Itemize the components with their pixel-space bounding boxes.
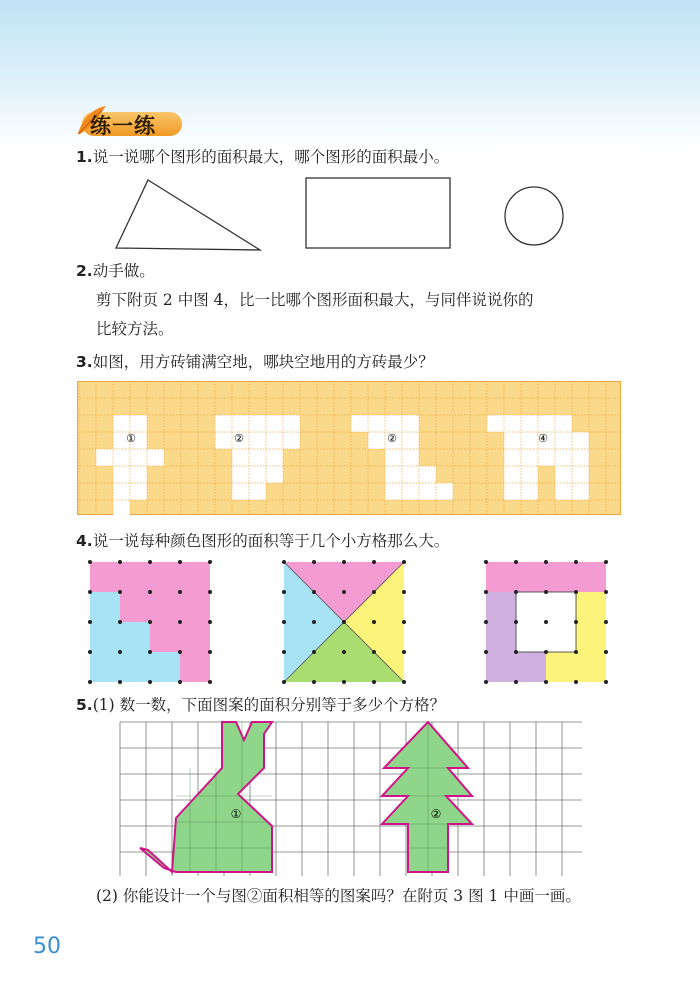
q3-tile-grid — [77, 381, 621, 515]
page-number: 50 — [33, 934, 61, 959]
q3-label-3: ② — [387, 432, 397, 445]
question-2-line-1: 剪下附页 2 中图 4，比一比哪个图形面积最大，与同伴说说你的 — [96, 291, 534, 309]
question-3 — [76, 351, 434, 373]
question-3-text: 如图，用方砖铺满空地，哪块空地用的方砖最少？ — [92, 353, 434, 371]
question-2 — [76, 260, 155, 282]
question-4 — [76, 530, 449, 552]
q4-figure-3 — [484, 560, 608, 684]
q5-label-2: ② — [430, 807, 442, 821]
section-title: 练一练 — [90, 114, 156, 138]
question-4-number: 4. — [76, 532, 93, 550]
triangle-shape — [116, 180, 260, 250]
question-5 — [76, 694, 445, 716]
q3-label-4: ④ — [538, 432, 548, 445]
cat-shape — [140, 722, 272, 872]
q3-label-1: ① — [126, 432, 136, 445]
q4-color-shapes — [86, 558, 616, 690]
question-2-number: 2. — [76, 262, 93, 280]
question-5-part-2: (2) 你能设计一个与图②面积相等的图案吗？在附页 3 图 1 中画一画。 — [96, 887, 581, 905]
question-5-part-1: (1) 数一数，下面图案的面积分别等于多少个方格？ — [92, 696, 446, 714]
question-5-number: 5. — [76, 696, 93, 714]
circle-shape — [505, 187, 563, 245]
question-1-text: 说一说哪个图形的面积最大，哪个图形的面积最小。 — [92, 148, 450, 166]
pink-bar — [486, 562, 606, 592]
q1-shapes — [100, 172, 580, 256]
question-1-number: 1. — [76, 148, 93, 166]
q5-label-1: ① — [230, 807, 242, 821]
q5-grid — [118, 720, 582, 876]
question-4-text: 说一说每种颜色图形的面积等于几个小方格那么大。 — [92, 532, 450, 550]
question-2-text: 动手做。 — [92, 262, 155, 280]
question-1 — [76, 146, 449, 168]
question-3-number: 3. — [76, 353, 93, 371]
tree-shape — [382, 722, 472, 872]
q4-figure-1 — [88, 560, 212, 684]
rectangle-shape — [306, 178, 450, 248]
question-2-line-2: 比较方法。 — [96, 320, 174, 338]
section-title-badge — [72, 104, 184, 138]
q3-label-2: ② — [234, 432, 244, 445]
q4-figure-2 — [282, 560, 406, 684]
